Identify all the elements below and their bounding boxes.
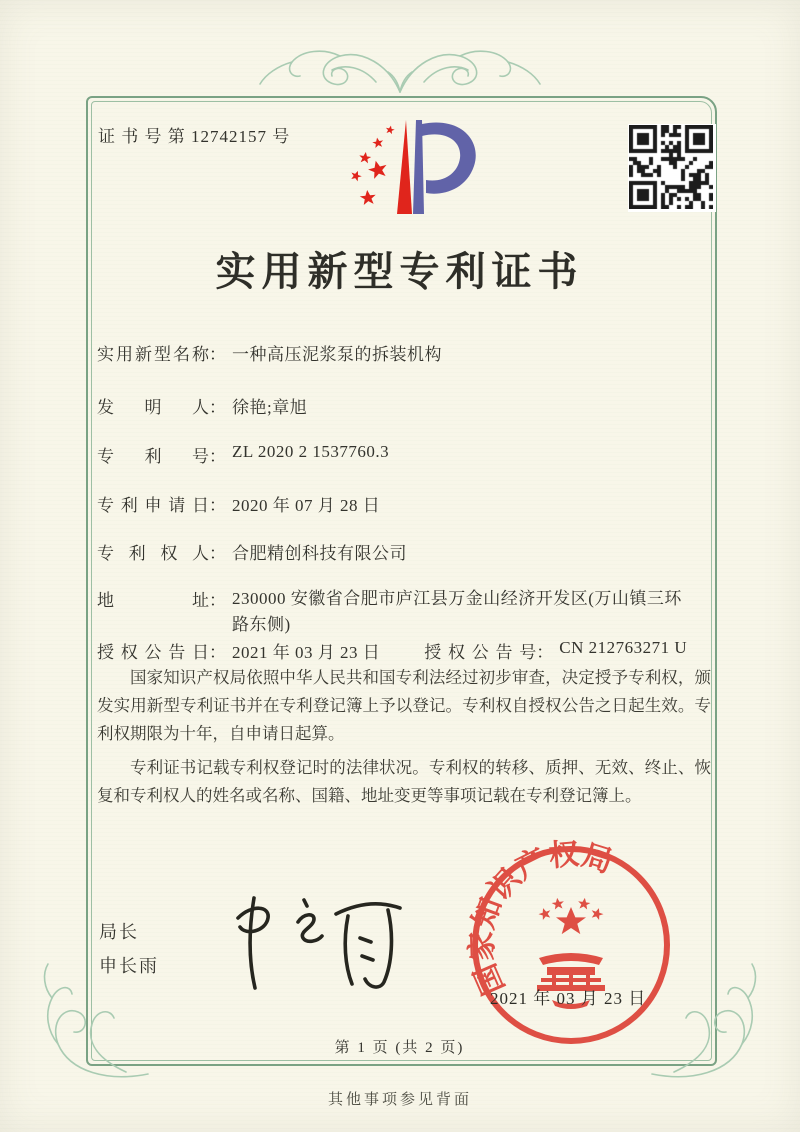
field-address (97, 586, 709, 639)
seal-date: 2021 年 03 月 23 日 (490, 989, 647, 1008)
qr-code (628, 124, 716, 212)
svg-text:国家知识产权局 (466, 838, 617, 1000)
field-value: 合肥精创科技有限公司 (232, 544, 407, 563)
field-grant-number (424, 638, 687, 663)
signer-role: 局长 (99, 922, 139, 942)
field-label: 地址 (97, 591, 209, 610)
field-label: 发明人 (97, 398, 209, 417)
field-colon: ： (209, 345, 226, 364)
field-label: 授权公告日 (97, 643, 209, 662)
cnipa-logo-icon (338, 110, 484, 228)
field-colon: ： (209, 447, 226, 466)
field-value: 徐艳;章旭 (232, 398, 308, 417)
legal-paragraph-2: 专利证书记载专利权登记时的法律状况。专利权的转移、质押、无效、终止、恢复和专利权人的姓名或名称、国籍、地址变更等事项记载在专利登记簿上。 (97, 758, 711, 806)
field-label: 专利申请日 (97, 496, 209, 515)
certificate-title: 实用新型专利证书 (215, 249, 584, 294)
field-utility-model-name (97, 340, 709, 365)
field-value: 230000 安徽省合肥市庐江县万金山经济开发区(万山镇三环路东侧) (232, 589, 682, 635)
field-colon: ： (209, 544, 226, 563)
legal-text (97, 664, 711, 816)
field-patent-number (97, 442, 709, 467)
field-label: 实用新型名称 (97, 345, 209, 364)
field-value: ZL 2020 2 1537760.3 (232, 442, 390, 461)
page-number: 第 1 页 (共 2 页) (334, 1040, 465, 1056)
field-value: 一种高压泥浆泵的拆装机构 (232, 345, 442, 364)
legal-paragraph-1: 国家知识产权局依照中华人民共和国专利法经过初步审查，决定授予专利权，颁发实用新型专利证书并在专利登记簿上予以登记。专利权自授权公告之日起生效。专利权期限为十年，自申请日起算。 (97, 668, 711, 744)
field-value: 2020 年 07 月 28 日 (232, 496, 381, 515)
back-side-note: 其他事项参见背面 (327, 1092, 472, 1108)
field-colon: ： (536, 643, 554, 662)
handwritten-signature-icon (218, 886, 428, 996)
field-inventor (97, 393, 709, 418)
field-colon: ： (209, 398, 226, 417)
official-seal (460, 834, 682, 1056)
certificate-number: 证 书 号 第 12742157 号 (98, 127, 291, 146)
field-label: 授权公告号 (424, 643, 537, 662)
field-value: 2021 年 03 月 23 日 (232, 643, 381, 662)
field-label: 专利权人 (97, 544, 209, 563)
field-colon: ： (209, 496, 226, 515)
field-value: CN 212763271 U (559, 638, 688, 657)
top-center-flourish-icon (258, 38, 542, 100)
signer-name: 申长雨 (99, 956, 159, 976)
seal-text: 国家知识产权局 (465, 837, 617, 1000)
field-colon: ： (209, 643, 226, 662)
field-colon: ： (209, 591, 226, 610)
field-grant-row (97, 638, 709, 663)
field-label: 专利号 (97, 447, 209, 466)
field-patentee (97, 539, 709, 564)
field-filing-date (97, 491, 709, 516)
